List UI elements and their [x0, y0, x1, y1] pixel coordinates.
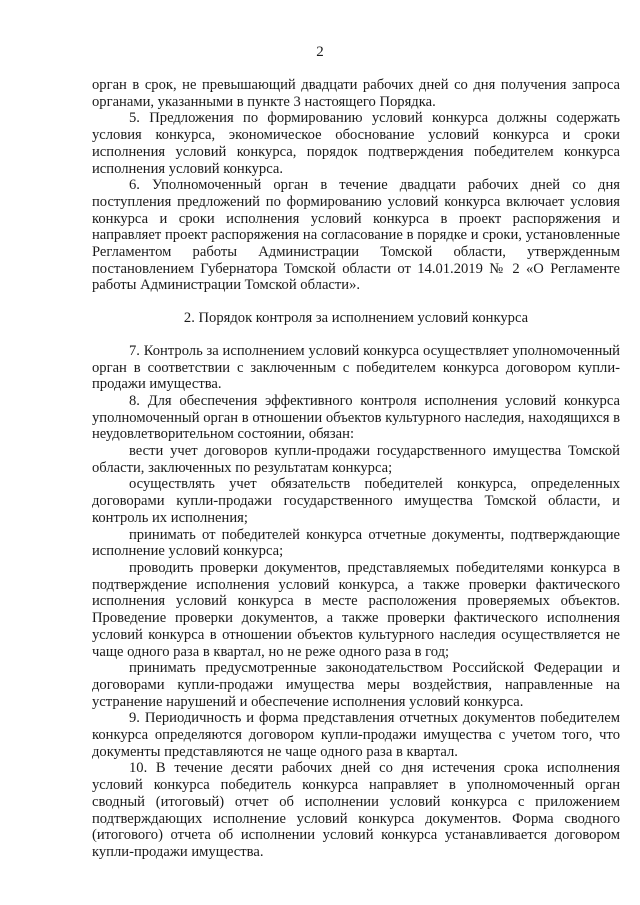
paragraph-5: 5. Предложения по формированию условий конкурса должны содержать условия конкурса, экономическое обоснование условий конкурса и сроки исполнения условий конкурса, порядок подтверждения победителем конкурса исполнения условий конкурса. [92, 110, 620, 177]
document-body [92, 77, 620, 861]
paragraph-6: 6. Уполномоченный орган в течение двадцати рабочих дней со дня поступления предложений по формированию условий конкурса включает условия конкурса и сроки исполнения условий конкурса в проект распоряжения и направляет проект распоряжения на согласование в порядке и сроки, установленные Регламентом работы Администрации Томской области, утвержденным постановлением Губернатора Томской области от 14.01.2019 № 2 «О Регламенте работы Администрации Томской области». [92, 177, 620, 294]
paragraph-8: 8. Для обеспечения эффективного контроля исполнения условий конкурса уполномоченный орган в отношении объектов культурного наследия, находящихся в неудовлетворительном состоянии, обязан: [92, 392, 620, 443]
duty-item-5: принимать предусмотренные законодательством Российской Федерации и договорами купли-продажи имущества меры воздействия, направленные на устранение нарушений и обеспечение исполнения условий конкурса. [92, 660, 620, 710]
paragraph-7: 7. Контроль за исполнением условий конкурса осуществляет уполномоченный орган в соответствии с заключенным с победителем конкурса договором купли-продажи имущества. [92, 342, 620, 393]
duty-item-3: принимать от победителей конкурса отчетные документы, подтверждающие исполнение условий конкурса; [92, 526, 620, 560]
page-number: 2 [316, 44, 324, 60]
section-heading: 2. Порядок контроля за исполнением условий конкурса [183, 310, 529, 327]
duty-item-4: проводить проверки документов, представляемых победителями конкурса в подтверждение исполнения условий конкурса, а также проверки фактического исполнения условий конкурса в месте расположения проверяемых объектов. Проведение проверки документов, а также проверки фактического исполнения условий конкурса в отношении объектов культурного наследия осуществляется не чаще одного раза в квартал, но не реже одного раза в год; [92, 559, 620, 660]
paragraph-10: 10. В течение десяти рабочих дней со дня истечения срока исполнения условий конкурса победитель конкурса направляет в уполномоченный орган сводный (итоговый) отчет об исполнении условий конкурса с приложением подтверждающих исполнение условий конкурса документов. Форма сводного (итогового) отчета об исполнении условий конкурса устанавливается договором купли-продажи имущества. [92, 760, 620, 860]
paragraph-continuation: орган в срок, не превышающий двадцати рабочих дней со дня получения запроса органами, указанными в пункте 3 настоящего Порядка. [92, 77, 620, 110]
paragraph-9: 9. Периодичность и форма представления отчетных документов победителем конкурса определяются договором купли-продажи имущества с учетом того, что документы представляются не чаще одного раза в квартал. [92, 710, 620, 760]
duty-item-2: осуществлять учет обязательств победителей конкурса, определенных договорами купли-продажи государственного имущества Томской области, и контроль их исполнения; [92, 476, 620, 526]
duty-item-1: вести учет договоров купли-продажи государственного имущества Томской области, заключенных по результатам конкурса; [92, 443, 620, 476]
